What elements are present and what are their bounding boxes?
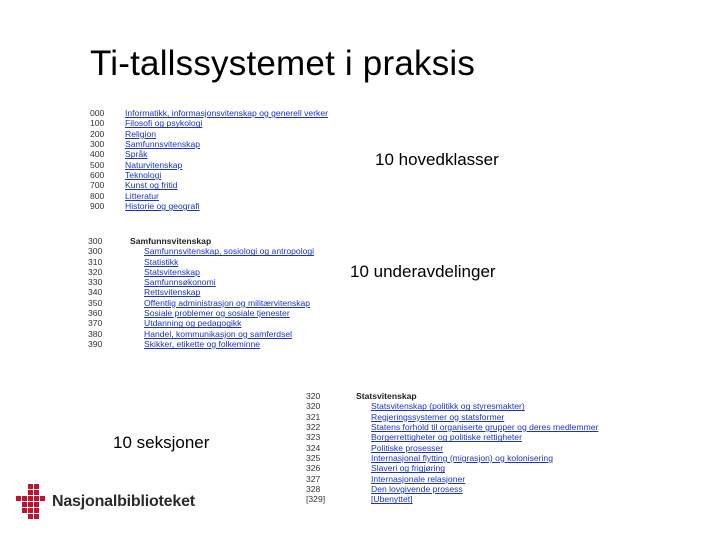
class-code: 500 [90, 159, 105, 170]
class-link[interactable]: Historie og geografi [125, 201, 200, 212]
emblem-dot [28, 496, 33, 501]
list-item [306, 443, 598, 453]
list-item [88, 287, 314, 297]
class-code: 300 [88, 246, 103, 257]
emblem-dot [28, 490, 33, 495]
logo-text: Nasjonalbiblioteket [52, 493, 195, 510]
class-code: 600 [90, 170, 105, 181]
class-code: 321 [306, 411, 321, 422]
list-item [306, 412, 598, 422]
class-code: [329] [306, 494, 326, 505]
class-code: 330 [88, 277, 103, 288]
emblem-dot [34, 484, 39, 489]
class-code: 320 [306, 401, 321, 412]
header-code: 300 [88, 236, 103, 246]
list-item [88, 298, 314, 308]
list-item [88, 339, 314, 349]
emblem-dot [28, 514, 33, 519]
list-item [306, 453, 598, 463]
class-link[interactable]: Statistikk [144, 256, 179, 267]
list-item [306, 401, 598, 411]
list-item [88, 277, 314, 287]
list-item [90, 160, 328, 170]
list-item [88, 329, 314, 339]
class-link[interactable]: Internasjonale relasjoner [371, 473, 466, 484]
emblem-dot [28, 484, 33, 489]
list-header [88, 236, 314, 246]
class-code: 900 [90, 201, 105, 212]
class-link[interactable]: Borgerrettigheter og politiske rettigheter [371, 432, 522, 443]
emblem-dot [22, 502, 27, 507]
emblem-dot [16, 496, 21, 501]
class-code: 360 [88, 308, 103, 319]
emblem-dot [34, 508, 39, 513]
class-link[interactable]: Kunst og fritid [125, 180, 178, 191]
list-item [88, 257, 314, 267]
subdivisions-label: 10 underavdelinger [350, 262, 496, 281]
class-code: 000 [90, 108, 105, 118]
class-code: 700 [90, 180, 105, 191]
list-item [90, 149, 328, 159]
list-item [88, 267, 314, 277]
class-code: 350 [88, 297, 103, 308]
class-link[interactable]: Samfunnsøkonomi [144, 277, 216, 288]
list-item [90, 180, 328, 190]
emblem-dot [34, 514, 39, 519]
list-item [88, 308, 314, 318]
list-item [90, 129, 328, 139]
class-link[interactable]: Religion [125, 128, 157, 139]
class-code: 310 [88, 256, 103, 267]
class-link[interactable]: Den lovgivende prosess [371, 484, 463, 495]
list-item [88, 246, 314, 256]
list-item [90, 201, 328, 211]
emblem-dot [34, 496, 39, 501]
list-item [306, 484, 598, 494]
emblem-dot [28, 508, 33, 513]
class-link[interactable]: Statsvitenskap [144, 266, 200, 277]
class-link[interactable]: Politiske prosesser [371, 442, 444, 453]
class-link[interactable]: Informatikk, informasjonsvitenskap og generell verker [125, 108, 328, 118]
class-code: 327 [306, 473, 321, 484]
main-classes-label: 10 hovedklasser [375, 150, 499, 169]
class-code: 328 [306, 484, 321, 495]
class-link[interactable]: Sosiale problemer og sosiale tjenester [144, 308, 290, 319]
list-item [306, 422, 598, 432]
list-item [90, 170, 328, 180]
class-link[interactable]: Teknologi [125, 170, 162, 181]
sections-label: 10 seksjoner [113, 433, 210, 452]
class-code: 322 [306, 422, 321, 433]
class-link[interactable]: Samfunnsvitenskap [125, 139, 200, 150]
class-link[interactable]: [Ubenyttet] [371, 494, 413, 505]
class-link[interactable]: Slaveri og frigjøring [371, 463, 446, 474]
emblem-dot [34, 490, 39, 495]
emblem-dot [22, 496, 27, 501]
class-code: 370 [88, 318, 103, 329]
class-link[interactable]: Naturvitenskap [125, 159, 183, 170]
class-code: 326 [306, 463, 321, 474]
subdivisions-list [88, 236, 314, 349]
class-link[interactable]: Filosofi og psykologi [125, 118, 203, 129]
class-link[interactable]: Regjeringssystemer og statsformer [371, 411, 505, 422]
class-code: 300 [90, 139, 105, 150]
library-emblem-icon [14, 482, 48, 522]
class-code: 800 [90, 190, 105, 201]
class-code: 390 [88, 338, 103, 349]
emblem-dot [34, 502, 39, 507]
class-link[interactable]: Skikker, etikette og folkeminne [144, 338, 261, 349]
class-code: 400 [90, 149, 105, 160]
list-item [90, 108, 328, 118]
list-item [306, 494, 598, 504]
emblem-dot [28, 502, 33, 507]
header-label: Samfunnsvitenskap [130, 236, 212, 246]
class-code: 200 [90, 128, 105, 139]
list-item [90, 139, 328, 149]
class-code: 324 [306, 442, 321, 453]
header-label: Statsvitenskap [356, 391, 417, 401]
main-classes-list [90, 108, 328, 211]
class-link[interactable]: Offentlig administrasjon og militærvitenskap [144, 297, 311, 308]
slide-title: Ti-tallssystemet i praksis [90, 44, 476, 83]
class-code: 325 [306, 453, 321, 464]
class-link[interactable]: Handel, kommunikasjon og samferdsel [144, 328, 293, 339]
class-link[interactable]: Statens forhold til organiserte grupper og deres medlemmer [371, 422, 599, 433]
class-code: 323 [306, 432, 321, 443]
class-code: 320 [88, 266, 103, 277]
list-header [306, 391, 598, 401]
list-item [90, 191, 328, 201]
class-code: 100 [90, 118, 105, 129]
list-item [90, 118, 328, 128]
class-code: 340 [88, 287, 103, 298]
class-link[interactable]: Rettsvitenskap [144, 287, 201, 298]
class-link[interactable]: Samfunnsvitenskap, sosiologi og antropologi [144, 246, 315, 257]
class-link[interactable]: Utdanning og pedagogikk [144, 318, 242, 329]
class-link[interactable]: Språk [125, 149, 148, 160]
list-item [306, 463, 598, 473]
class-code: 380 [88, 328, 103, 339]
nasjonalbiblioteket-logo [14, 482, 195, 522]
header-code: 320 [306, 391, 321, 401]
class-link[interactable]: Litteratur [125, 190, 159, 201]
emblem-dot [22, 508, 27, 513]
list-item [88, 318, 314, 328]
class-link[interactable]: Statsvitenskap (politikk og styresmakter) [371, 401, 525, 412]
list-item [306, 474, 598, 484]
list-item [306, 432, 598, 442]
sections-list [306, 391, 598, 505]
emblem-dot [40, 496, 45, 501]
class-link[interactable]: Internasjonal flytting (migrasjon) og kolonisering [371, 453, 553, 464]
